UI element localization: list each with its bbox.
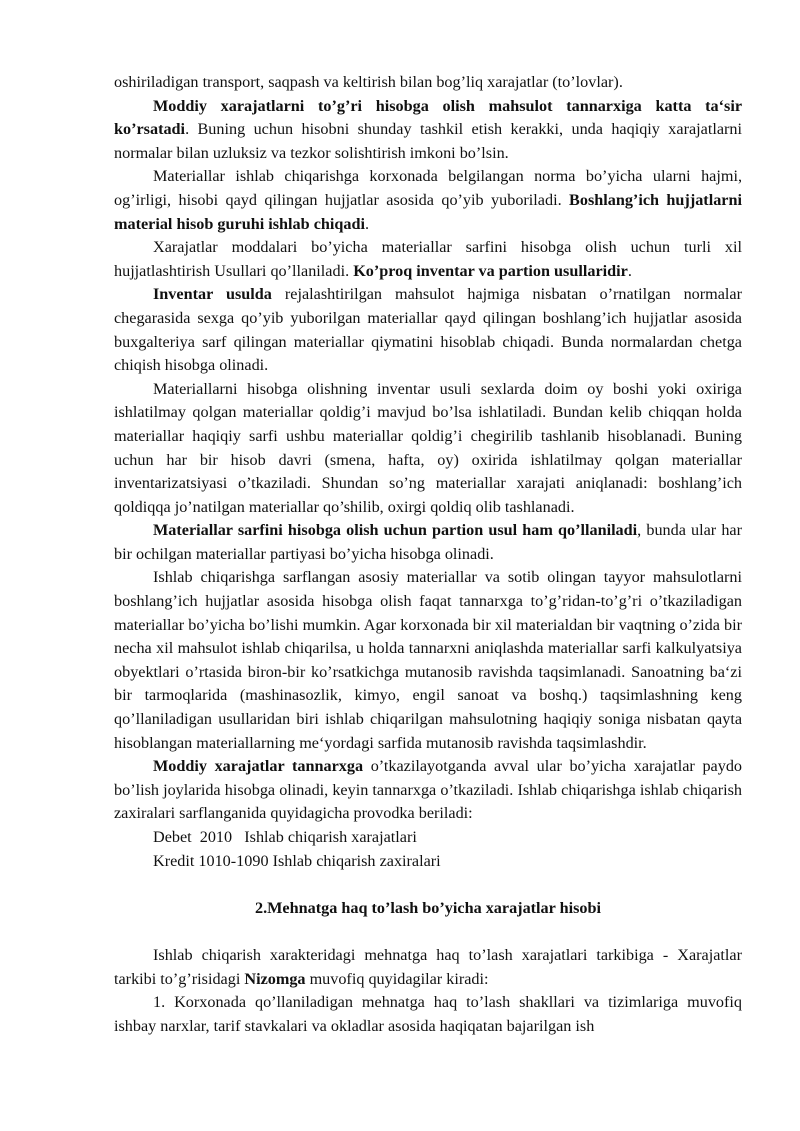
paragraph-allocation: Ishlab chiqarishga sarflangan asosiy materiallar va sotib olingan tayyor mahsulotlarni boshlang’ich hujjatlar asosida hisobga olish faqat tannarxga to’g’ridan-to’g’ri o’tkaziladigan materiallar bo’yicha bo’lishi mumkin. Agar korxonada bir xil materialdan bir vaqtning o’zida bir necha xil mahsulot ishlab chiqarilsa, u holda tannarxni aniqlashda materiallar sarfi kalkulyatsiya obyektlari o’rtasida biron-bir ko’rsatkichga mutanosib ravishda taqsimlanadi. Sanoatning ba‘zi bir tarmoqlarida (mashinasozlik, kimyo, engil sanoat va boshq.) taqsimlashning keng qo’llaniladigan usullaridan biri ishlab chiqarilgan mahsulotning haqiqiy soniga nisbatan qayta hisoblangan materiallarning me‘yordagi sarfida mutanosib ravishda taqsimlashdir.	[114, 568, 742, 752]
document-page	[114, 71, 742, 1038]
bold-phrase: Materiallar sarfini hisobga olish uchun partion usul ham qo’llaniladi	[153, 521, 638, 540]
paragraph-inventory-method: Inventar usulda rejalashtirilgan mahsulot hajmiga nisbatan o’rnatilgan normalar chegarasida sexga qo’yib yuborilgan materiallar qayd qilingan boshlang’ich hujjatlar asosida buxgalteriya sarf qilingan materiallar qiymatini hisoblab chiqadi. Bunda normalardan chetga chiqish hisobga olinadi.	[114, 285, 742, 375]
paragraph-cost-transfer: Moddiy xarajatlar tannarxga o’tkazilayotganda avval ular bo’yicha xarajatlar paydo bo’lish joylarida hisobga olinadi, keyin tannarxga o’tkaziladi. Ishlab chiqarishga ishlab chiqarish zaxiralari sarflanganida quyidagicha provodka beriladi:	[114, 757, 743, 823]
bold-phrase: Boshlang’ich hujjatlarni material hisob guruhi ishlab chiqadi	[114, 190, 742, 233]
ledger-credit-line: Kredit 1010-1090 Ishlab chiqarish zaxiralari	[153, 851, 441, 870]
bold-phrase: Ko’proq inventar va partion usullaridir	[353, 261, 628, 280]
bold-phrase: Moddiy xarajatlarni to’g’ri hisobga olish mahsulot tannarxiga katta ta‘sir ko’rsatadi	[114, 96, 742, 139]
bold-phrase: Moddiy xarajatlar tannarxga	[153, 757, 364, 776]
paragraph-continuation: oshiriladigan transport, saqpash va keltirish bilan bog’liq xarajatlar (to’lovlar).	[114, 73, 623, 91]
paragraph-batch-method: Materiallar sarfini hisobga olish uchun partion usul ham qo’llaniladi, bunda ular har bir ochilgan materiallar partiyasi bo’yicha hisobga olinadi.	[114, 521, 742, 563]
paragraph-norms: Materiallar ishlab chiqarishga korxonada belgilangan norma bo’yicha ularni hajmi, og’irligi, hisobi qayd qilingan hujjatlar asosida qo’yib yuboriladi. Boshlang’ich hujjatlarni material hisob guruhi ishlab chiqadi.	[114, 167, 742, 233]
paragraph-methods: Xarajatlar moddalari bo’yicha materiallar sarfini hisobga olish uchun turli xil hujjatlashtirish Usullari qo’llaniladi. Ko’proq inventar va partion usullaridir.	[114, 238, 742, 280]
paragraph-list-item-1: 1. Korxonada qo’llaniladigan mehnatga haq to’lash shakllari va tizimlariga muvofiq ishbay narxlar, tarif stavkalari va okladlar asosida haqiqatan bajarilgan ish	[114, 993, 742, 1035]
paragraph-material-costs: Moddiy xarajatlarni to’g’ri hisobga olish mahsulot tannarxiga katta ta‘sir ko’rsatadi. Buning uchun hisobni shunday tashkil etish kerakki, unda haqiqiy xarajatlarni normalar bilan uzluksiz va tezkor solishtirish imkoni bo’lsin.	[114, 96, 742, 162]
section-heading: 2.Mehnatga haq to’lash bo’yicha xarajatlar hisobi	[255, 898, 601, 917]
bold-phrase: Inventar usulda	[153, 285, 272, 304]
bold-phrase: Nizomga	[244, 969, 306, 988]
ledger-debit-line: Debet 2010 Ishlab chiqarish xarajatlari	[153, 828, 417, 846]
paragraph-labor-costs: Ishlab chiqarish xarakteridagi mehnatga haq to’lash xarajatlari tarkibiga - Xarajatlar tarkibi to’g’risidagi Nizomga muvofiq quyidagilar kiradi:	[114, 945, 742, 988]
paragraph-inventory-usage: Materiallarni hisobga olishning inventar usuli sexlarda doim oy boshi yoki oxiriga ishlatilmay qolgan materiallar qoldig’i mavjud bo’lsa ishlatiladi. Bundan kelib chiqqan holda materiallar haqiqiy sarfi ushbu materiallar qoldig’i chegirilib tashlanib hisoblanadi. Buning uchun har bir hisob davri (smena, hafta, oy) oxirida ishlatilmay qolgan materiallar inventarizatsiyasi o’tkaziladi. Shundan so’ng materiallar xarajati aniqlanadi: boshlang’ich qoldiqqa jo’natilgan materiallar qo’shilib, oxirgi qoldiq olib tashlanadi.	[114, 379, 742, 516]
